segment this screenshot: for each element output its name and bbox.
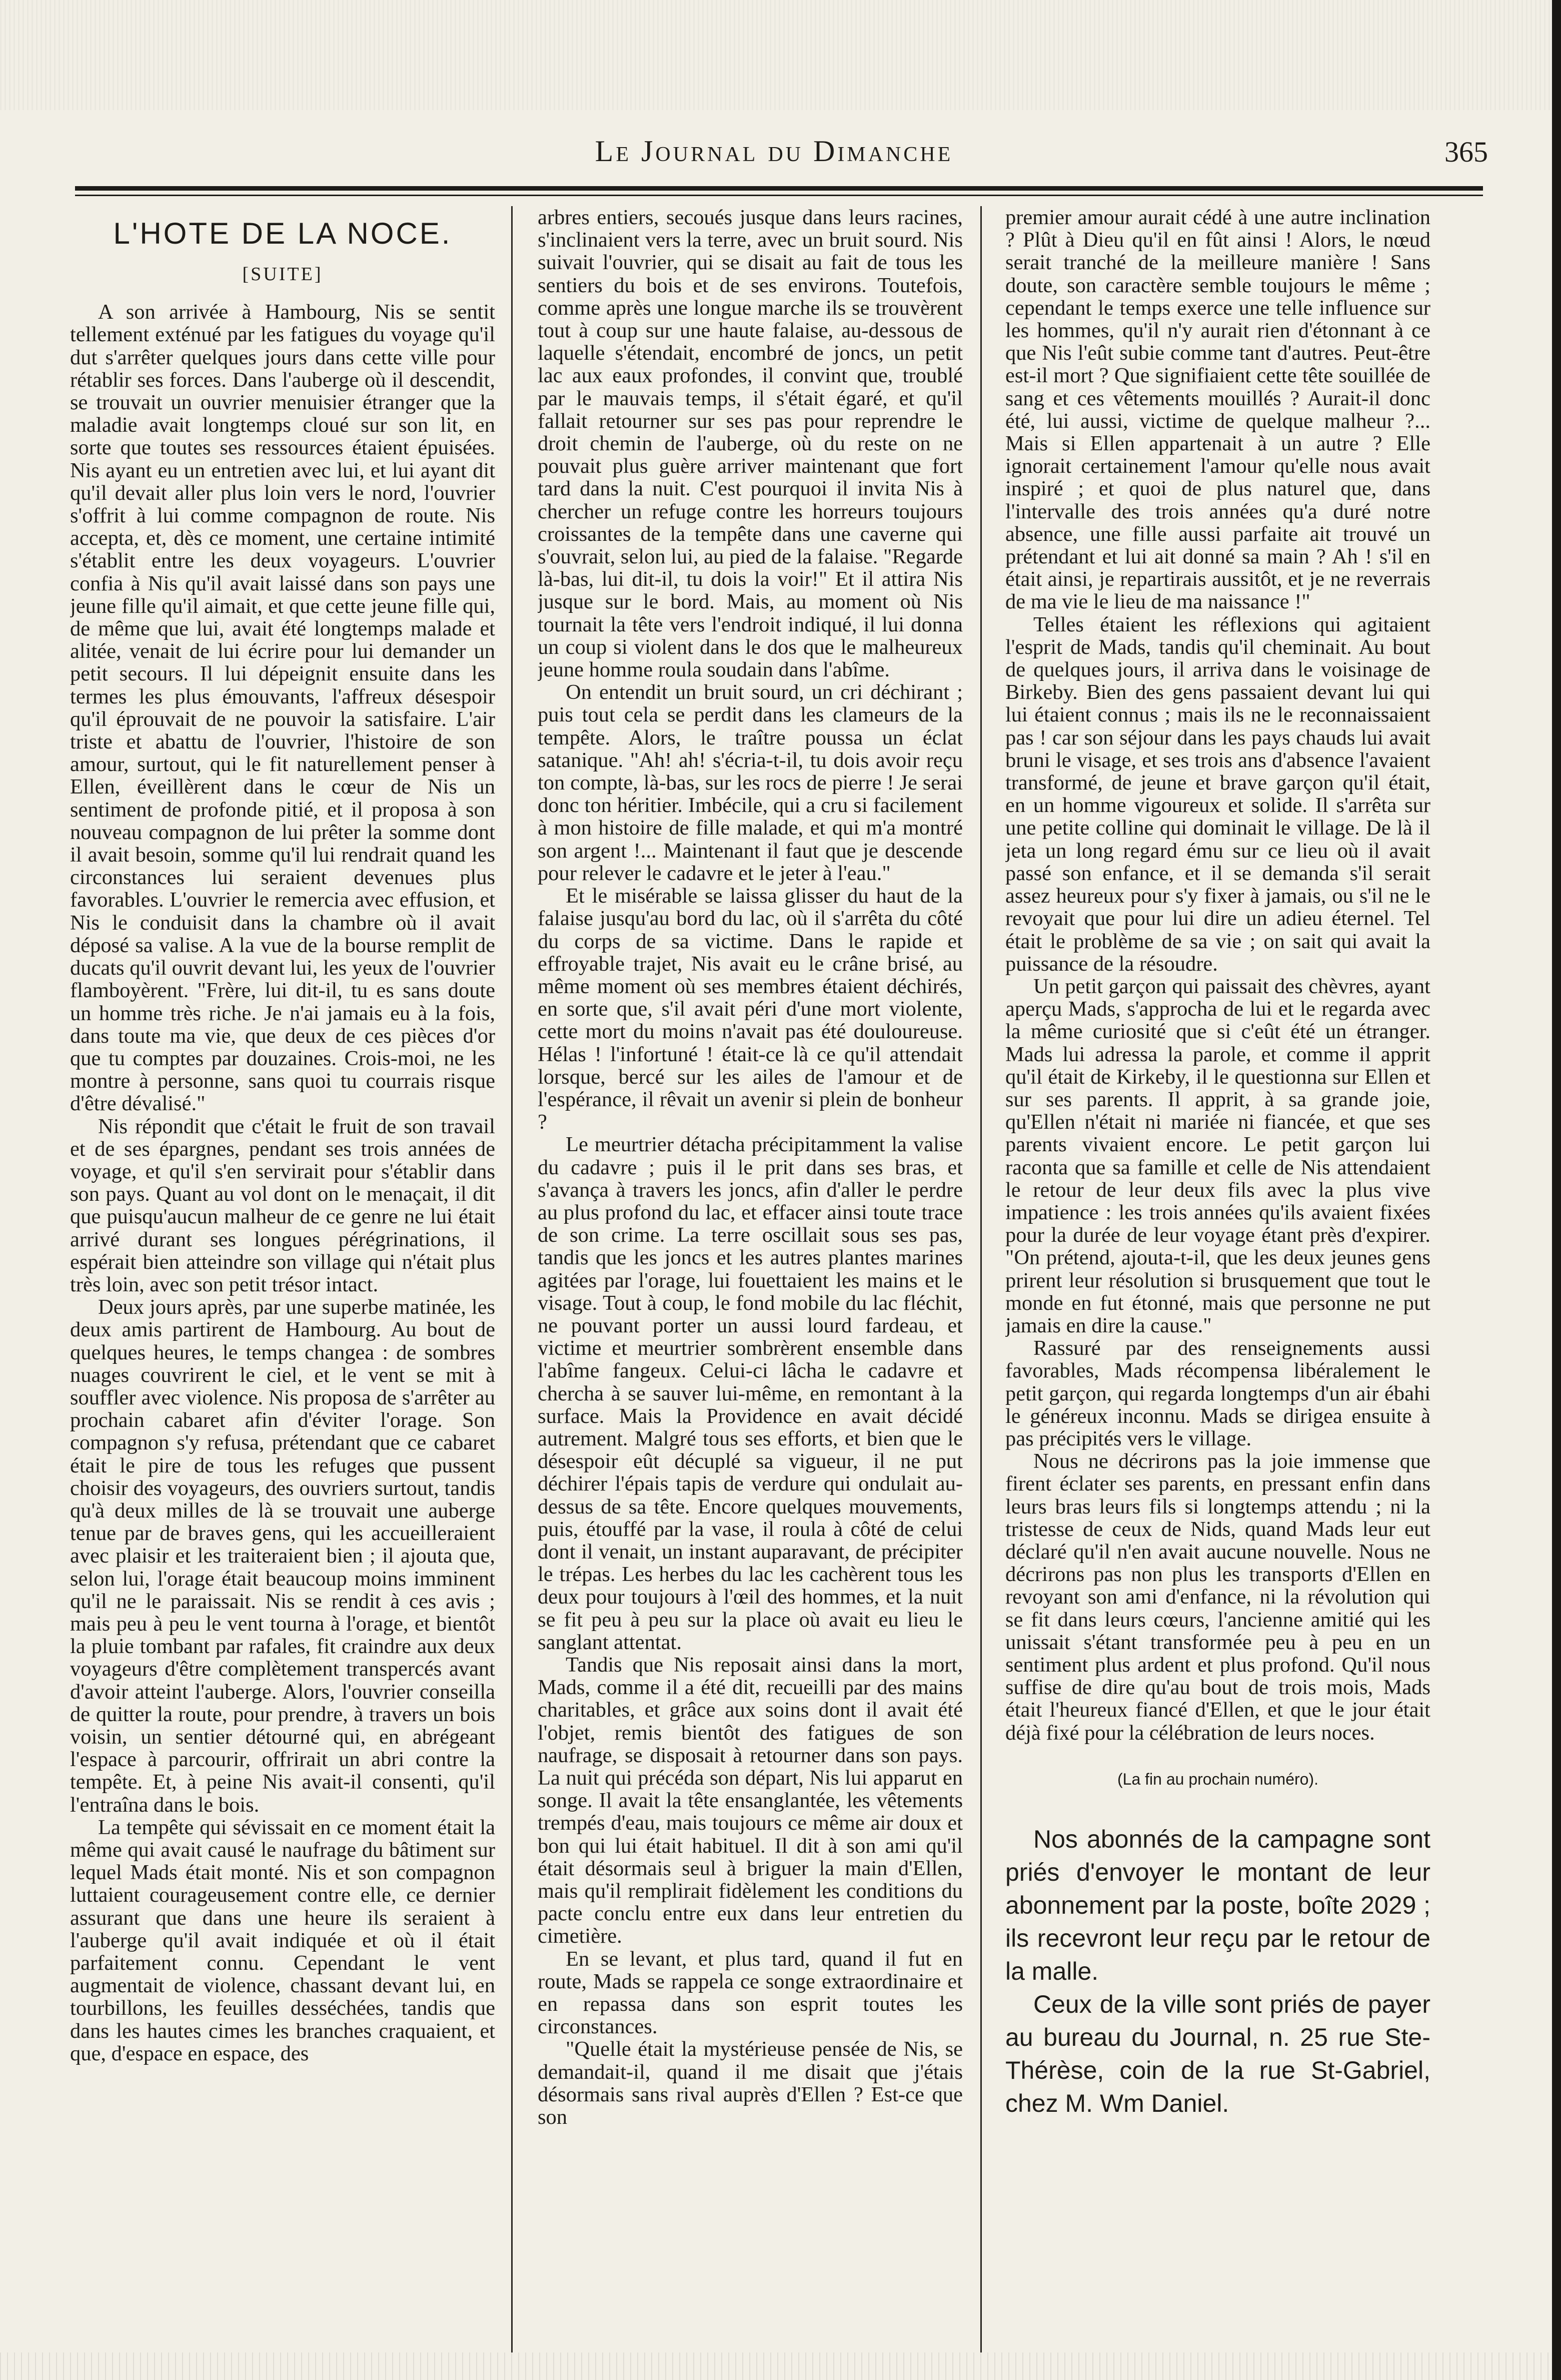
paragraph: La tempête qui sévissait en ce moment était la même qui avait causé le naufrage du bâtiment sur lequel Mads était monté. Nis et son compagnon luttaient courageusement contre elle, ce dernier assurant que dans une heure ils seraient à l'auberge qu'il avait indiquée et où il était parfaitement connu. Cependant le vent augmentait de violence, chassant devant lui, en tourbillons, les feuilles desséchées, tandis que dans les hautes cimes les branches craquaient, et que, d'espace en espace, des	[70, 1815, 495, 2065]
continued-note: (La fin au prochain numéro).	[1117, 1770, 1318, 1788]
paragraph: Nous ne décrirons pas la joie immense que firent éclater ses parents, en pressant enfin dans leurs bras leurs fils si longtemps attendu ; ni la tristesse de ceux de Nids, quand Mads leur eut déclaré qu'il n'en avait aucune nouvelle. Nous ne décrirons pas non plus les transports d'Ellen en revoyant son ami d'enfance, ni la révolution qui se fit dans leurs cœurs, l'ancienne amitié qui les unissait s'étant transformée peu à peu en un sentiment plus ardent et plus profond. Qu'il nous suffise de dire qu'au bout de trois mois, Mads était l'heureux fiancé d'Ellen, et que le jour était déjà fixé pour la célébration de leurs noces.	[1005, 1449, 1430, 1745]
paragraph: Et le misérable se laissa glisser du haut de la falaise jusqu'au bord du lac, où il s'arrêta du côté du corps de sa victime. Dans le rapide et effroyable trajet, Nis avait eu le crâne brisé, au même moment où ses membres étaient déchirés, en sorte que, s'il avait péri d'une mort violente, cette mort du moins n'avait pas été douloureuse. Hélas ! l'infortuné ! était-ce là ce qu'il attendait lorsque, bercé sur les ailes de l'amour et de l'espérance, il rêvait un avenir si plein de bonheur ?	[538, 884, 963, 1134]
header-rule-thin	[75, 195, 1483, 196]
paragraph: Un petit garçon qui paissait des chèvres, ayant aperçu Mads, s'approcha de lui et le regarda avec la même curiosité que si c'eût été un étranger. Mads lui adressa la parole, et comme il apprit qu'il était de Kirkeby, il le questionna sur Ellen et sur ses parents. Il apprit, à sa grande joie, qu'Ellen n'était ni mariée ni fiancée, et que ses parents vivaient encore. Le petit garçon lui raconta que sa famille et celle de Nis attendaient le retour de leur deux fils avec la plus vive impatience : les trois années qu'ils avaient fixées pour la durée de leur voyage étant près d'expirer. "On prétend, ajouta-t-il, que les deux jeunes gens prirent leur résolution si brusquement que tout le monde en fut étonné, mais que personne ne put jamais en dire la cause."	[1005, 974, 1430, 1337]
page-number: 365	[1444, 136, 1488, 168]
paragraph: On entendit un bruit sourd, un cri déchirant ; puis tout cela se perdit dans les clameurs de la tempête. Alors, le traître poussa un éclat satanique. "Ah! ah! s'écria-t-il, tu dois avoir reçu ton compte, là-bas, sur les rocs de pierre ! Je serai donc ton héritier. Imbécile, qui a cru si facilement à mon histoire de fille malade, et qui m'a montré son argent !... Maintenant il faut que je descende pour relever le cadavre et le jeter à l'eau."	[538, 680, 963, 885]
page-header	[60, 134, 1488, 174]
page-top-texture	[0, 0, 1561, 110]
column-divider	[511, 206, 513, 2352]
paragraph: premier amour aurait cédé à une autre inclination ? Plût à Dieu qu'il en fût ainsi ! Alors, le nœud serait tranché de la meilleure manière ! Sans doute, son caractère semble toujours le même ; cependant le temps exerce une telle influence sur les hommes, qu'il n'y aurait rien d'étonnant à ce que Nis l'eût subie comme tant d'autres. Peut-être est-il mort ? Que signifiaient cette tête souillée de sang et ces vêtements mouillés ? Aurait-il donc été, lui aussi, victime de quelque malheur ?... Mais si Ellen appartenait à un autre ? Elle ignorait certainement l'amour qu'elle nous avait inspiré ; et quoi de plus naturel que, dans l'intervalle des trois années qu'a duré notre absence, une fille aussi parfaite ait trouvé un prétendant et lui ait donné sa main ? Ah ! s'il en était ainsi, je repartirais aussitôt, et je ne reverrais de ma vie le lieu de ma naissance !"	[1005, 206, 1430, 614]
header-rule-thick	[75, 186, 1483, 191]
paragraph: Le meurtrier détacha précipitamment la valise du cadavre ; puis il le prit dans ses bras, et s'avança à travers les joncs, afin d'aller le perdre au plus profond du lac, et effacer ainsi toute trace de son crime. La terre oscillait sous ses pas, tandis que les joncs et les autres plantes marines agitées par l'orage, lui fouettaient les mains et le visage. Tout à coup, le fond mobile du lac fléchit, ne pouvant porter un aussi lourd fardeau, et victime et meurtrier sombrèrent ensemble dans l'abîme fangeux. Celui-ci lâcha le cadavre et chercha à se sauver lui-même, en remontant à la surface. Mais la Providence en avait décidé autrement. Malgré tous ses efforts, et bien que le désespoir eût décuplé sa vigueur, il ne put déchirer l'épais tapis de verdure qui ondulait au-dessus de sa tête. Encore quelques mouvements, puis, étouffé par la vase, il roula à côté de celui dont il venait, un instant auparavant, de précipiter le trépas. Les herbes du lac les cachèrent tous les deux pour toujours à l'œil des hommes, et la nuit se fit peu à peu sur la place où avait eu lieu le sanglant attentat.	[538, 1133, 963, 1654]
newspaper-title: Le Journal du Dimanche	[595, 135, 953, 168]
article-title: L'HOTE DE LA NOCE.	[113, 217, 452, 250]
paragraph: arbres entiers, secoués jusque dans leurs racines, s'inclinaient vers la terre, avec un bruit sourd. Nis suivait l'ouvrier, qui se disait au fait de tous les sentiers du bois et de ses environs. Toutefois, comme après une longue marche ils se trouvèrent tout à coup sur une haute falaise, au-dessous de laquelle s'étendait, encombré de joncs, un petit lac aux eaux profondes, il convint que, troublé par le mauvais temps, il s'était égaré, et qu'il fallait retourner sur ses pas pour reprendre le droit chemin de l'auberge, où du reste on ne pouvait plus guère arriver maintenant que fort tard dans la nuit. C'est pourquoi il invita Nis à chercher un refuge contre les horreurs toujours croissantes de la tempête dans une caverne qui s'ouvrait, selon lui, au pied de la falaise. "Regarde là-bas, lui dit-il, tu dois la voir!" Et il attira Nis jusque sur le bord. Mais, au moment où Nis tournait la tête vers l'endroit indiqué, il lui donna un coup si violent dans le dos que le malheureux jeune homme roula soudain dans l'abîme.	[538, 206, 963, 682]
paragraph: Rassuré par des renseignements aussi favorables, Mads récompensa libéralement le petit garçon, qui regarda longtemps d'un air ébahi le généreux inconnu. Mads se dirigea ensuite à pas précipités vers le village.	[1005, 1336, 1430, 1450]
paragraph: A son arrivée à Hambourg, Nis se sentit tellement exténué par les fatigues du voyage qu'il dut s'arrêter quelques jours dans cette ville pour rétablir ses forces. Dans l'auberge où il descendit, se trouvait un ouvrier menuisier étranger que la maladie avait longtemps cloué sur son lit, en sorte que toutes ses ressources étaient épuisées. Nis ayant eu un entretien avec lui, et lui ayant dit qu'il devait aller plus loin vers le nord, l'ouvrier s'offrit à lui comme compagnon de route. Nis accepta, et, dès ce moment, une certaine intimité s'établit entre les deux voyageurs. L'ouvrier confia à Nis qu'il avait laissé dans son pays une jeune fille qu'il aimait, et que cette jeune fille qui, de même que lui, avait été longtemps malade et alitée, venait de lui écrire pour lui demander un petit secours. Il lui dépeignit ensuite dans les termes les plus émouvants, l'affreux désespoir qu'il éprouvait de ne pouvoir la satisfaire. L'air triste et abattu de l'ouvrier, l'histoire de son amour, surtout, qui le fit naturellement penser à Ellen, éveillèrent dans le cœur de Nis un sentiment de profonde pitié, et il proposa à son nouveau compagnon de lui prêter la somme dont il avait besoin, somme qu'il lui rendrait quand les circonstances lui seraient devenues plus favorables. L'ouvrier le remercia avec effusion, et Nis le conduisit dans la chambre où il avait déposé sa valise. A la vue de la bourse remplit de ducats qu'il ouvrit devant lui, les yeux de l'ouvrier flamboyèrent. "Frère, lui dit-il, tu es sans doute un homme très riche. Je n'ai jamais eu à la fois, dans toute ma vie, que deux de ces pièces d'or que tu comptes par douzaines. Crois-moi, ne les montre à personne, sans quoi tu courrais risque d'être dévalisé."	[70, 300, 495, 1116]
page-edge-shadow	[1552, 0, 1561, 2380]
paragraph: Tandis que Nis reposait ainsi dans la mort, Mads, comme il a été dit, recueilli par des mains charitables, et grâce aux soins dont il avait été l'objet, remis bientôt des fatigues de son naufrage, se disposait à retourner dans son pays. La nuit qui précéda son départ, Nis lui apparut en songe. Il avait la tête ensanglantée, les vêtements trempés d'eau, mais toujours ce même air doux et bon qui lui était habituel. Il dit à son ami qu'il était désormais seul à briguer la main d'Ellen, mais qu'il remplirait fidèlement les conditions du pacte conclu entre eux dans leur entretien du cimetière.	[538, 1653, 963, 1948]
paragraph: Telles étaient les réflexions qui agitaient l'esprit de Mads, tandis qu'il cheminait. Au bout de quelques jours, il arriva dans le voisinage de Birkeby. Bien des gens passaient devant lui qui lui étaient connus ; mais ils ne le reconnaissaient pas ! car son séjour dans les pays chauds lui avait bruni le visage, et ses trois ans d'absence l'avaient transformé, de jeune et brave garçon qu'il était, en un homme vigoureux et solide. Il s'arrêta sur une petite colline qui dominait le village. De là il jeta un long regard ému sur ce lieu où il avait passé son enfance, et il se demanda s'il serait assez heureux pour s'y fixer à jamais, ou s'il ne le revoyait que pour lui dire un adieu éternel. Tel était le problème de sa vie ; on sait qui avait la puissance de la résoudre.	[1005, 612, 1430, 976]
subscriber-notice	[1005, 1823, 1430, 2120]
column-3	[1005, 206, 1430, 2362]
column-2	[538, 206, 963, 2362]
page-bottom-texture	[0, 2352, 1561, 2380]
paragraph: En se levant, et plus tard, quand il fut en route, Mads se rappela ce songe extraordinaire et en repassa dans son esprit toutes les circonstances.	[538, 1947, 963, 2039]
column-divider	[980, 206, 982, 2352]
notice-paragraph: Ceux de la ville sont priés de payer au bureau du Journal, n. 25 rue Ste-Thérèse, coin de la rue St-Gabriel, chez M. Wm Daniel.	[1005, 1990, 1430, 2118]
notice-paragraph: Nos abonnés de la campagne sont priés d'envoyer le montant de leur abonnement par la poste, boîte 2029 ; ils recevront leur reçu par le retour de la malle.	[1005, 1825, 1430, 1986]
article-subtitle: [SUITE]	[242, 264, 323, 285]
paragraph: Deux jours après, par une superbe matinée, les deux amis partirent de Hambourg. Au bout de quelques heures, le temps changea : de sombres nuages couvrirent le ciel, et le vent se mit à souffler avec violence. Nis proposa de s'arrêter au prochain cabaret afin d'éviter l'orage. Son compagnon s'y refusa, prétendant que ce cabaret était le pire de tous les refuges que pussent choisir des voyageurs, des ouvriers surtout, tandis qu'à deux milles de là se trouvait une auberge tenue par de braves gens, qui les accueilleraient avec plaisir et les traiteraient bien ; il ajouta que, selon lui, l'orage était beaucoup moins imminent qu'il ne le paraissait. Nis se rendit à ces avis ; mais peu à peu le vent tourna à l'orage, et bientôt la pluie tombant par rafales, fit craindre aux deux voyageurs d'être complètement transpercés avant d'avoir atteint l'auberge. Alors, l'ouvrier conseilla de quitter la route, pour prendre, à travers un bois voisin, un sentier détourné qui, en abrégeant l'espace à parcourir, offrirait un abri contre la tempête. Et, à peine Nis avait-il consenti, qu'il l'entraîna dans le bois.	[70, 1295, 495, 1817]
paragraph: "Quelle était la mystérieuse pensée de Nis, se demandait-il, quand il me disait que j'étais désormais sans rival auprès d'Ellen ? Est-ce que son	[538, 2037, 963, 2129]
paragraph: Nis répondit que c'était le fruit de son travail et de ses épargnes, pendant ses trois années de voyage, et qu'il s'en servirait pour s'établir dans son pays. Quant au vol dont on le menaçait, il dit que puisqu'aucun malheur de ce genre ne lui était arrivé durant ses longues pérégrinations, il espérait bien atteindre son village qui n'était plus très loin, avec son petit trésor intact.	[70, 1114, 495, 1296]
column-1	[70, 206, 495, 2362]
